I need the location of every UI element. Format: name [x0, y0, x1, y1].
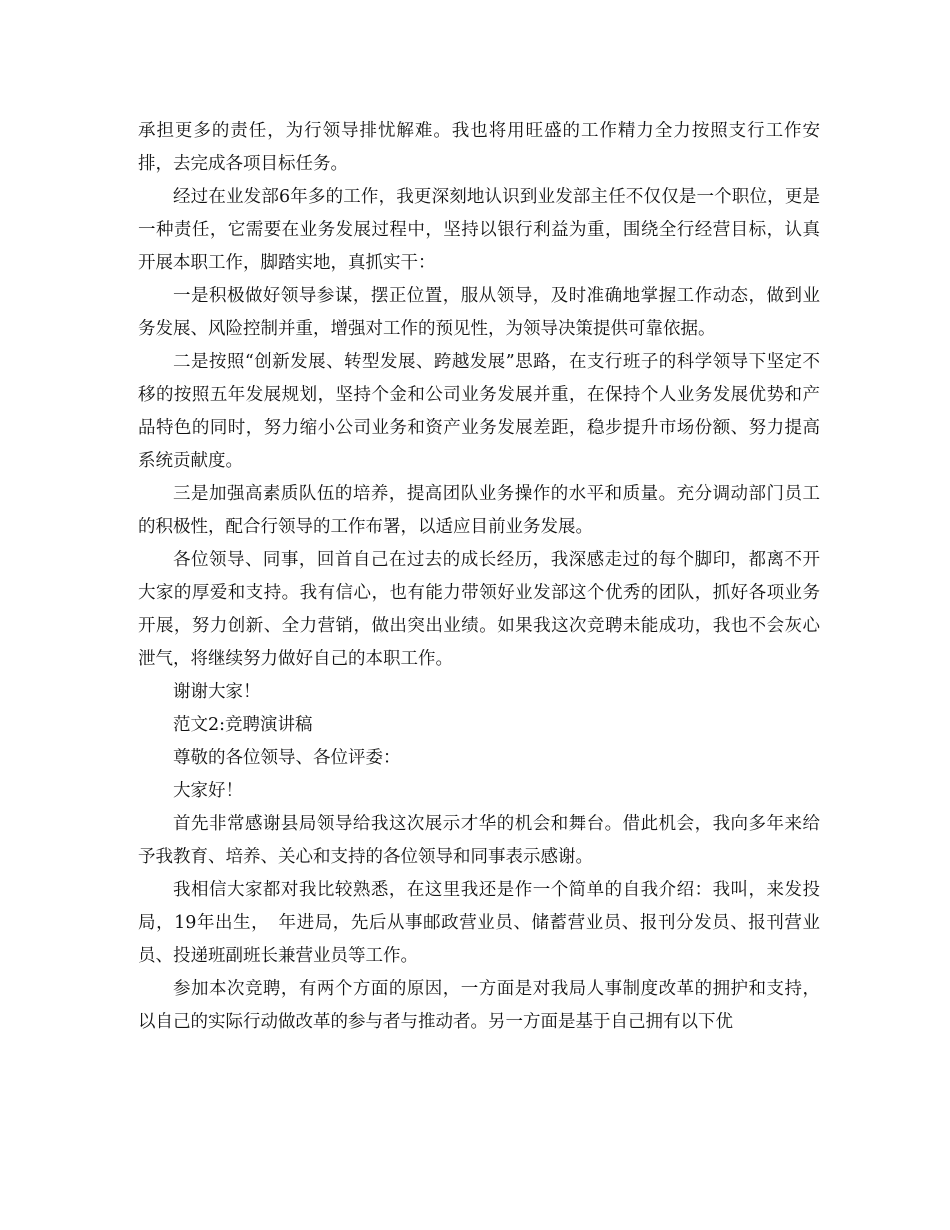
greeting: 大家好！ — [173, 781, 243, 801]
paragraph-self-intro: 我相信大家都对我比较熟悉，在这里我还是作一个简单的自我介绍：我叫，来发投局，19年出生， 年进局，先后从事邮政营业员、储蓄营业员、报刊分发员、报刊营业员、投递班副班长兼营业员等工作。 — [138, 880, 820, 966]
paragraph-thanks: 谢谢大家！ — [173, 682, 261, 702]
sample-heading: 范文2:竞聘演讲稿 — [173, 715, 313, 735]
paragraph-experience: 经过在业发部6年多的工作，我更深刻地认识到业发部主任不仅仅是一个职位，更是一种责任，它需要在业务发展过程中，坚持以银行利益为重，围绕全行经营目标，认真开展本职工作，脚踏实地，真抓实干： — [138, 187, 820, 273]
salutation: 尊敬的各位领导、各位评委： — [173, 748, 401, 768]
paragraph-reasons: 参加本次竞聘，有两个方面的原因，一方面是对我局人事制度改革的拥护和支持，以自己的实际行动做改革的参与者与推动者。另一方面是基于自己拥有以下优 — [138, 979, 820, 1032]
paragraph-closing: 各位领导、同事，回首自己在过去的成长经历，我深感走过的每个脚印，都离不开大家的厚爱和支持。我有信心，也有能力带领好业发部这个优秀的团队，抓好各项业务开展，努力创新、全力营销，做出突出业绩。如果我这次竞聘未能成功，我也不会灰心泄气，将继续努力做好自己的本职工作。 — [138, 550, 820, 669]
paragraph-gratitude: 首先非常感谢县局领导给我这次展示才华的机会和舞台。借此机会，我向多年来给予我教育、培养、关心和支持的各位领导和同事表示感谢。 — [138, 814, 820, 867]
paragraph-point-three: 三是加强高素质队伍的培养，提高团队业务操作的水平和质量。充分调动部门员工的积极性，配合行领导的工作布署，以适应目前业务发展。 — [138, 484, 820, 537]
paragraph-continuation: 承担更多的责任，为行领导排忧解难。我也将用旺盛的工作精力全力按照支行工作安排，去完成各项目标任务。 — [138, 121, 820, 174]
paragraph-point-two: 二是按照“创新发展、转型发展、跨越发展”思路，在支行班子的科学领导下坚定不移的按照五年发展规划，坚持个金和公司业务发展并重，在保持个人业务发展优势和产品特色的同时，努力缩小公司业务和资产业务发展差距，稳步提升市场份额、努力提高系统贡献度。 — [138, 352, 820, 471]
paragraph-point-one: 一是积极做好领导参谋，摆正位置，服从领导，及时准确地掌握工作动态，做到业务发展、风险控制并重，增强对工作的预见性，为领导决策提供可靠依据。 — [138, 286, 820, 339]
document-body — [138, 115, 820, 1039]
